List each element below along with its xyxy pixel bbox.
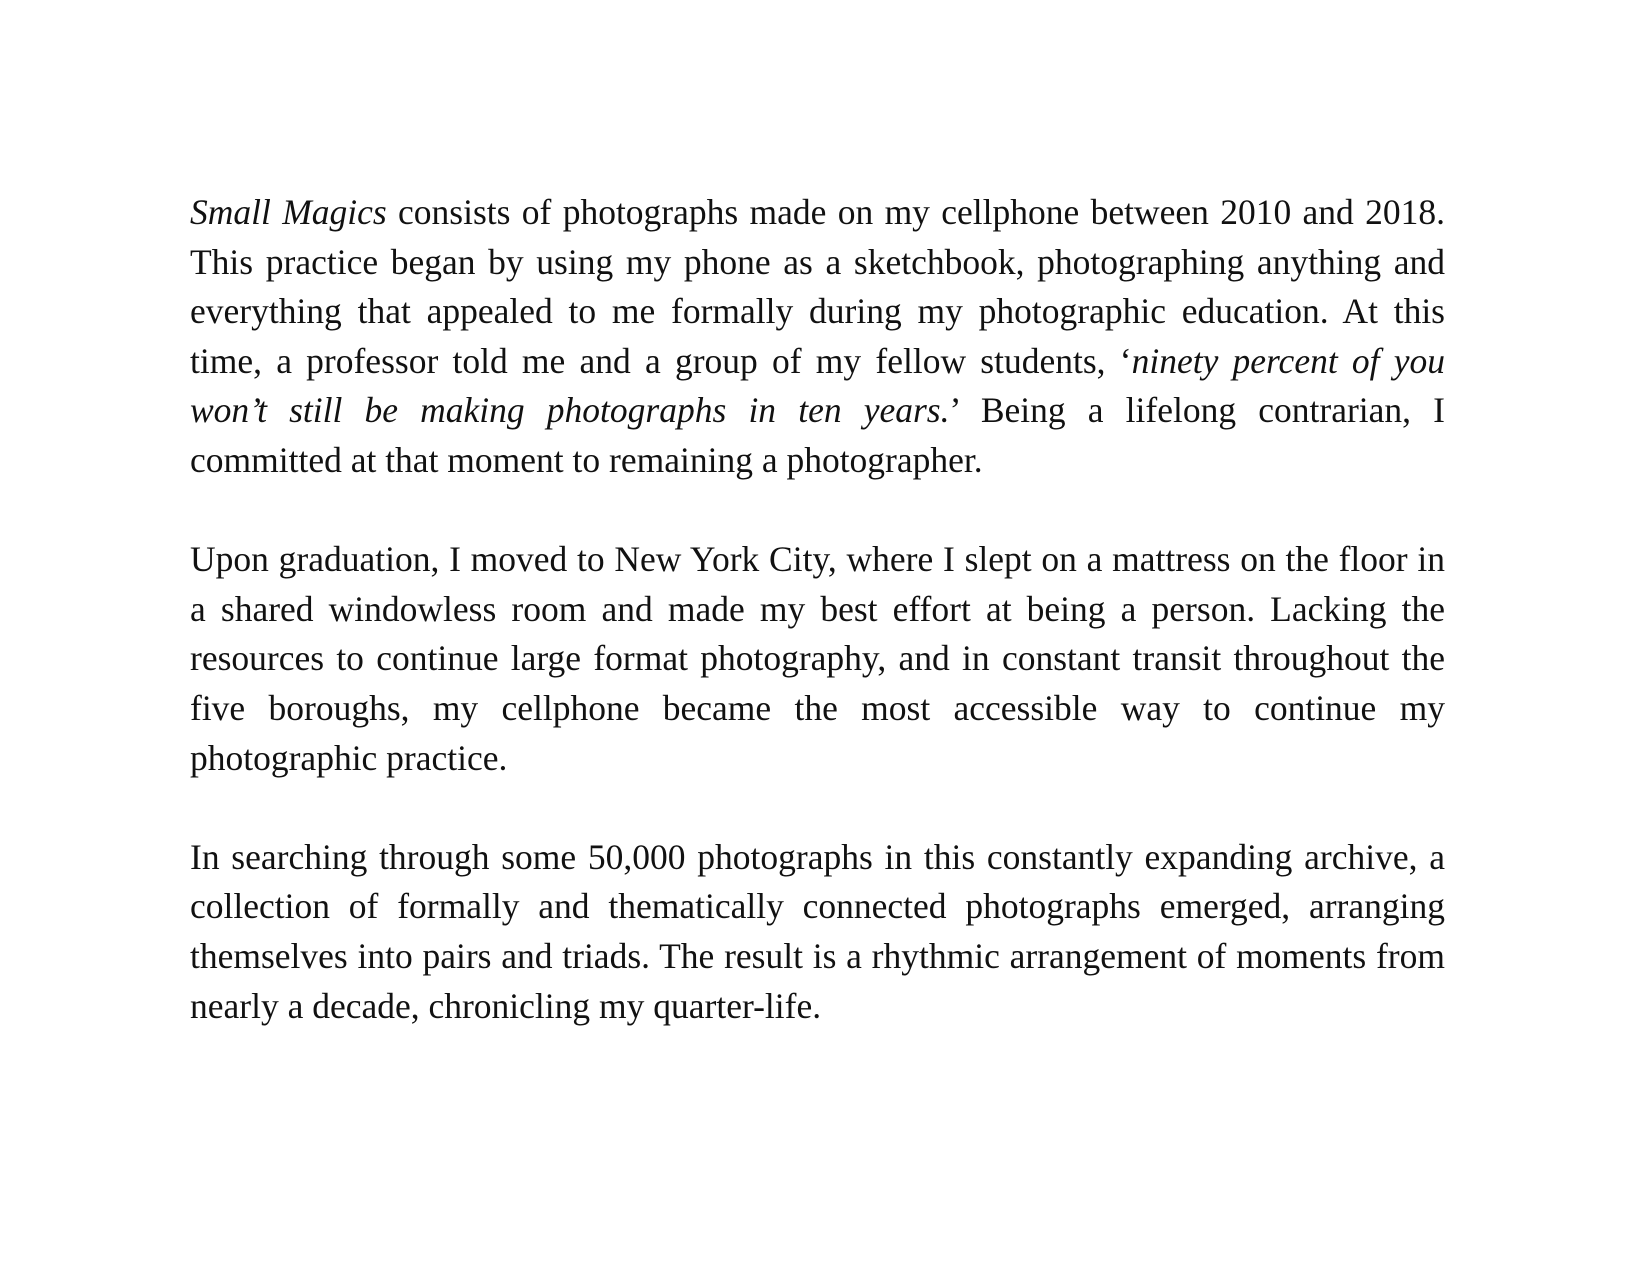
paragraph-1 (190, 188, 1445, 486)
paragraph-1-text-b: ’ Being a lifelong contrarian, I committed at that moment to remaining a photographer. (190, 390, 1445, 480)
paragraph-2: Upon graduation, I moved to New York City, where I slept on a mattress on the floor in a shared windowless room and made my best effort at being a person. Lacking the resources to continue large format photography, and in constant transit throughout the five boroughs, my cellphone became the most accessible way to continue my photographic practice. (190, 539, 1445, 778)
paragraph-1-text-a: consists of photographs made on my cellphone between 2010 and 2018. This practice began by using my phone as a sketchbook, photographing anything and everything that appealed to me formally during my photographic education. At this time, a professor told me and a group of my fellow students, ‘ (190, 192, 1445, 381)
paragraph-3: In searching through some 50,000 photographs in this constantly expanding archive, a collection of formally and thematically connected photographs emerged, arranging themselves into pairs and triads. The result is a rhythmic arrangement of moments from nearly a decade, chronicling my quarter-life. (190, 836, 1445, 1026)
professor-quote: ninety percent of you won’t still be making photographs in ten years. (190, 340, 1445, 431)
artist-statement (190, 188, 1445, 1031)
project-title: Small Magics (190, 192, 387, 232)
